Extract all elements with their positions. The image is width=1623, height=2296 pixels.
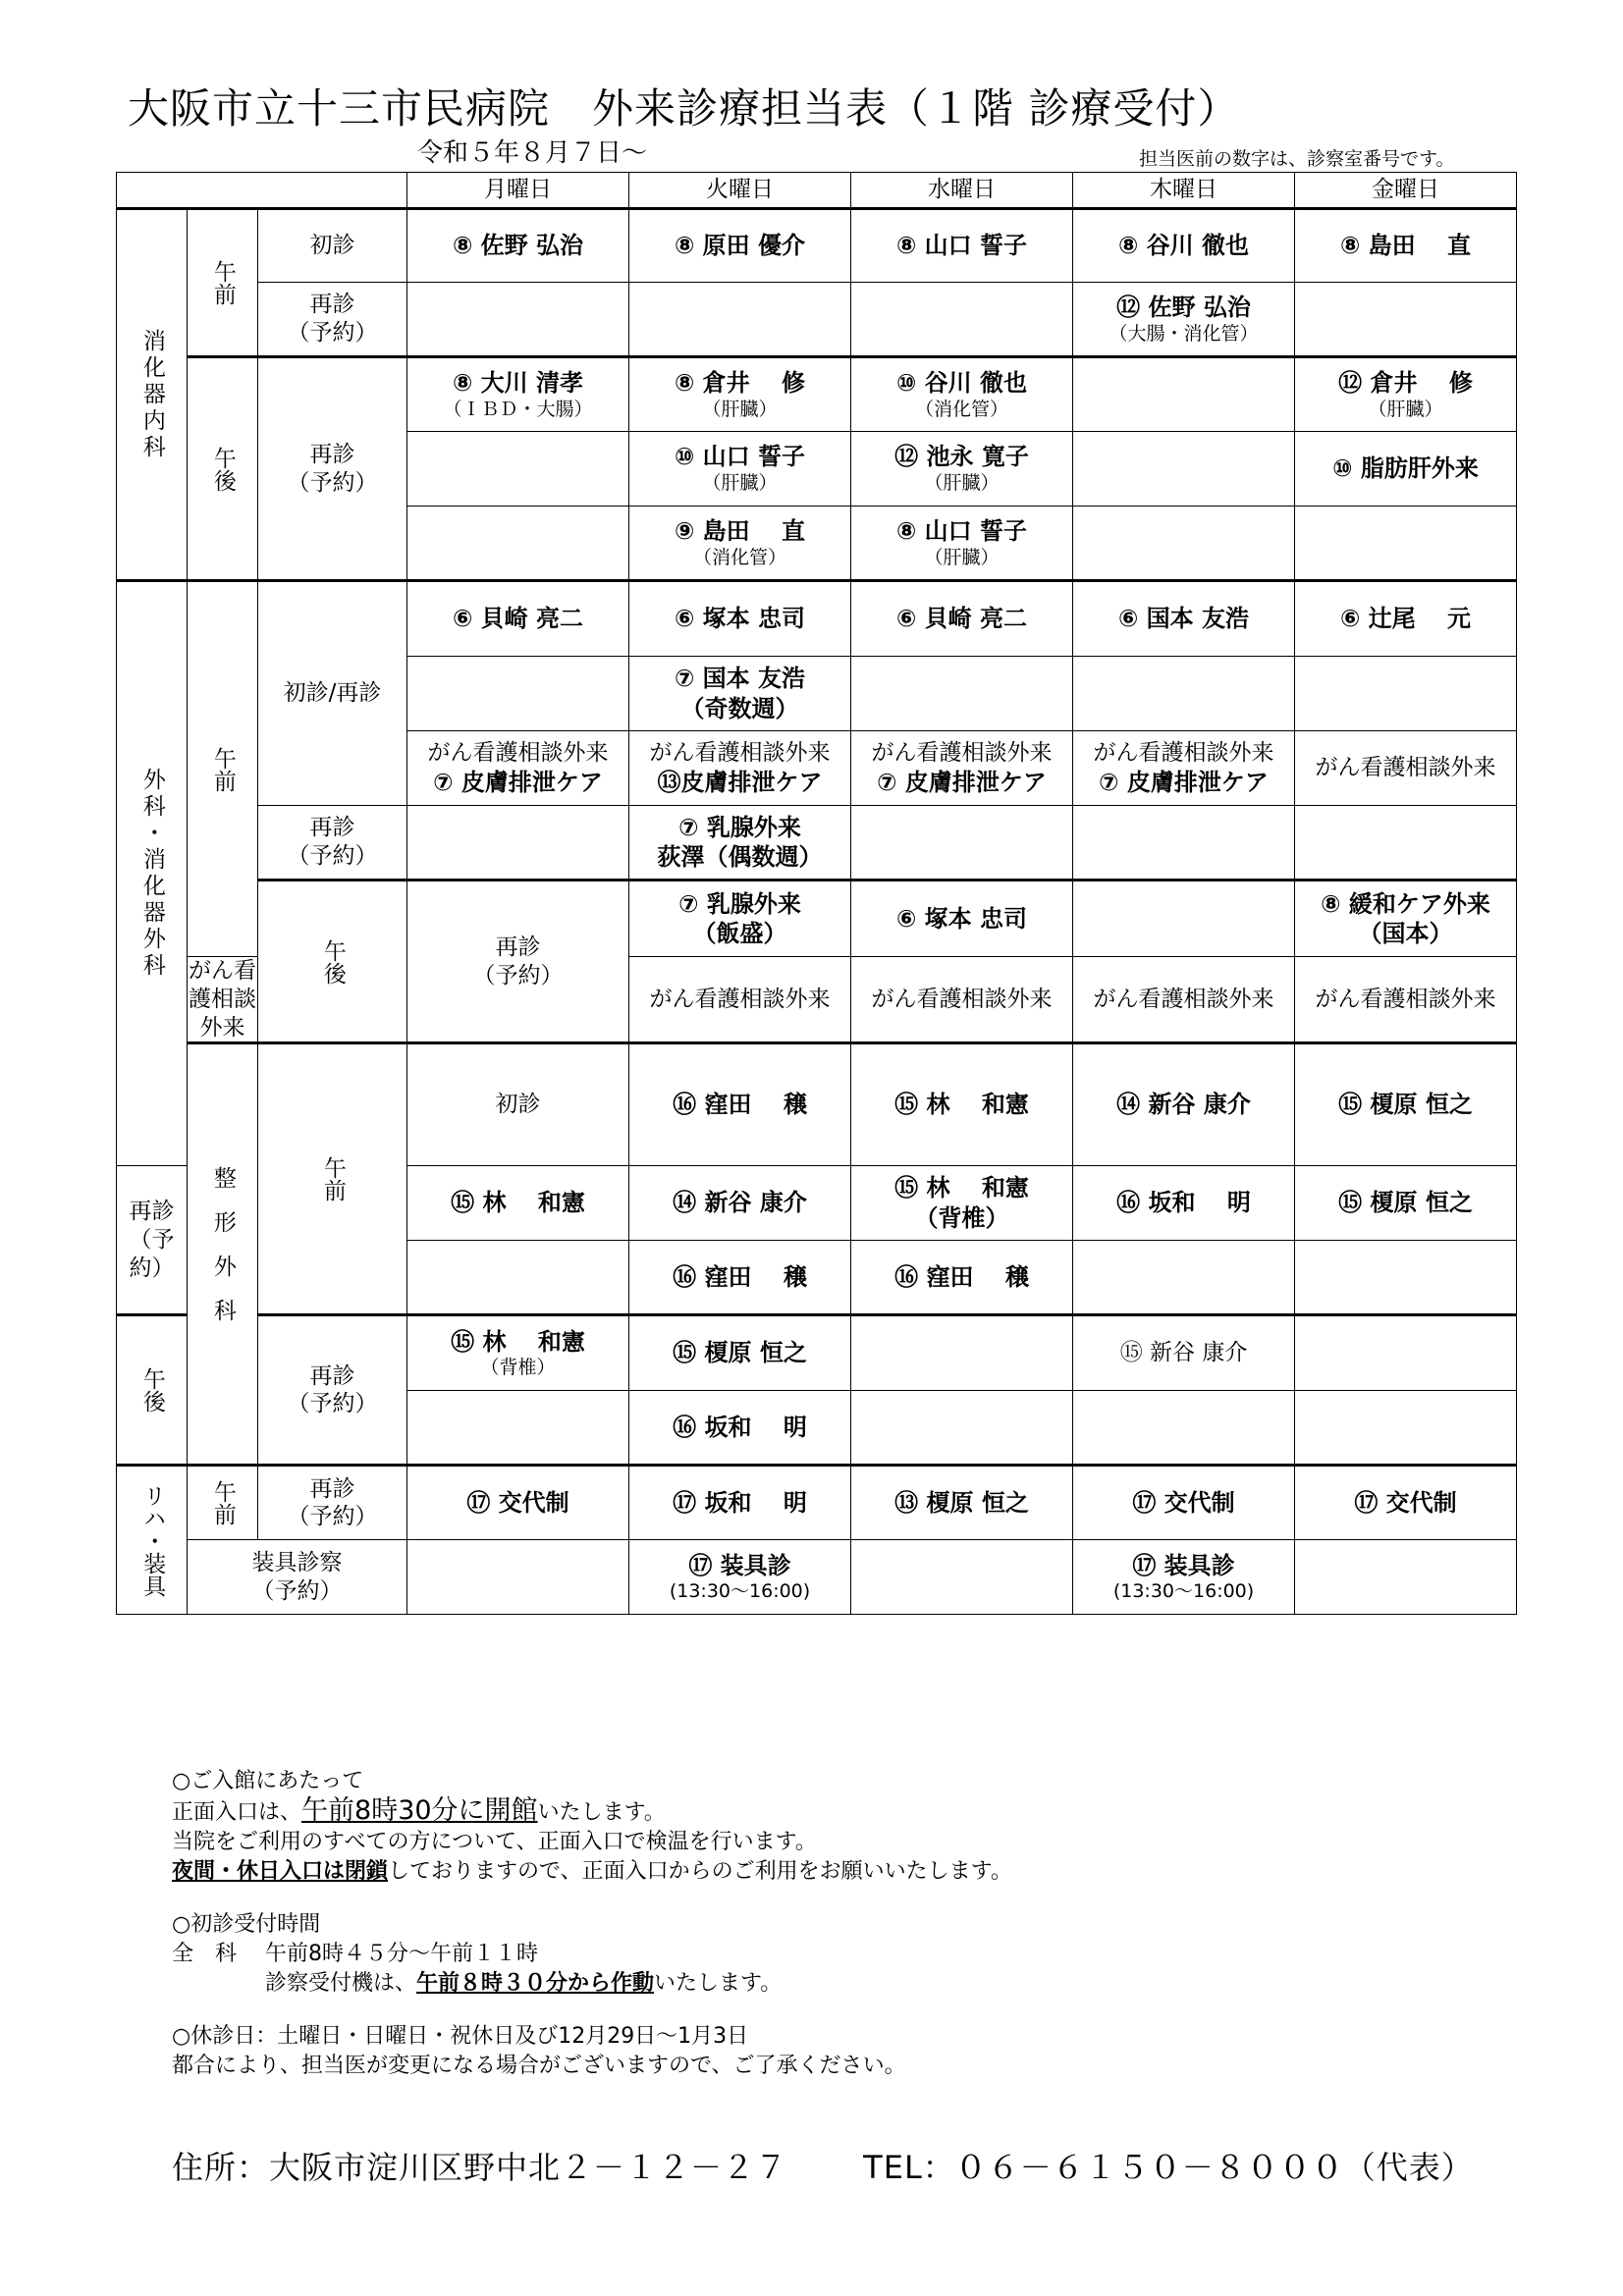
doctor-cell: ⑨ 島田 直 （消化管） bbox=[629, 507, 851, 581]
doctor-cell: ⑧ 島田 直 bbox=[1295, 209, 1517, 283]
note-line: 当院をご利用のすべての方について、正面入口で検温を行います。 bbox=[172, 1830, 817, 1854]
consult-cell: がん看護相談外来 ⑦ 皮膚排泄ケア bbox=[1073, 731, 1295, 806]
doctor-cell: ⑥ 塚本 忠司 bbox=[629, 581, 851, 657]
doctor-cell: ⑯ 坂和 明 bbox=[629, 1391, 851, 1466]
doctor-cell: ⑯ 窪田 穣 bbox=[851, 1241, 1073, 1315]
empty-cell bbox=[1295, 507, 1517, 581]
consult-cell: がん看護相談外来 bbox=[1295, 731, 1517, 806]
empty-cell bbox=[1073, 806, 1295, 881]
cat-saishin: 再診 （予約） bbox=[258, 1466, 407, 1540]
doctor-cell: ⑰ 交代制 bbox=[1295, 1466, 1517, 1540]
note-heading: ○休診日：土曜日・日曜日・祝休日及び12月29日～1月3日 bbox=[172, 2024, 749, 2049]
consult-cell: がん看護相談外来 bbox=[629, 957, 851, 1043]
day-header: 水曜日 bbox=[851, 173, 1073, 209]
consult-cell: がん看護相談外来 ⑬皮膚排泄ケア bbox=[629, 731, 851, 806]
cat-saishin: 再診 （予約） bbox=[407, 881, 629, 1043]
doctor-cell: ⑯ 窪田 穣 bbox=[629, 1241, 851, 1315]
doctor-cell: ⑰ 交代制 bbox=[407, 1466, 629, 1540]
dept-surgery: 外科・消化器外科 bbox=[117, 581, 188, 1166]
doctor-cell: ⑭ 新谷 康介 bbox=[1073, 1043, 1295, 1166]
doctor-cell: ⑧ 大川 清孝 （ＩＢＤ・大腸） bbox=[407, 357, 629, 432]
doctor-cell: ⑥ 辻尾 元 bbox=[1295, 581, 1517, 657]
doctor-cell: ⑯ 窪田 穣 bbox=[629, 1043, 851, 1166]
doctor-cell: ⑫ 佐野 弘治 （大腸・消化管） bbox=[1073, 283, 1295, 357]
cat-saishin: 再診 （予約） bbox=[258, 1315, 407, 1466]
note-line: 診察受付機は、午前８時３０分から作動いたします。 bbox=[265, 1971, 783, 1996]
cat-saishin: 再診 （予約） bbox=[258, 357, 407, 581]
empty-cell bbox=[1295, 1391, 1517, 1466]
empty-cell bbox=[851, 1540, 1073, 1615]
doctor-cell: ⑧ 原田 優介 bbox=[629, 209, 851, 283]
doctor-cell: ⑦ 乳腺外来 （飯盛） bbox=[629, 881, 851, 957]
empty-cell bbox=[851, 283, 1073, 357]
header-row bbox=[117, 173, 1517, 209]
doctor-cell: ⑮ 林 和憲 bbox=[407, 1166, 629, 1241]
cat-saishin: 再診 （予約） bbox=[117, 1166, 188, 1315]
empty-cell bbox=[851, 657, 1073, 731]
dept-ortho: 整形外科 bbox=[188, 1043, 258, 1466]
doctor-cell: ⑥ 貝崎 亮二 bbox=[407, 581, 629, 657]
doctor-cell: ⑮ 榎原 恒之 bbox=[629, 1315, 851, 1391]
doctor-cell: ⑧ 倉井 修 （肝臓） bbox=[629, 357, 851, 432]
empty-cell bbox=[1295, 657, 1517, 731]
empty-cell bbox=[407, 806, 629, 881]
time-am: 午前 bbox=[258, 1043, 407, 1315]
consult-cell: がん看護相談外来 ⑦ 皮膚排泄ケア bbox=[407, 731, 629, 806]
empty-cell bbox=[1073, 432, 1295, 507]
doctor-cell: ⑧ 山口 誓子 bbox=[851, 209, 1073, 283]
doctor-cell: ⑰ 装具診 (13:30～16:00) bbox=[629, 1540, 851, 1615]
consult-cell: がん看護相談外来 bbox=[851, 957, 1073, 1043]
address-line: 住所：大阪市淀川区野中北２－１２－２７ TEL：０６－６１５０－８０００（代表） bbox=[172, 2149, 1474, 2186]
dept-gi: 消化器内科 bbox=[117, 209, 188, 581]
empty-cell bbox=[1295, 1241, 1517, 1315]
empty-cell bbox=[851, 1315, 1073, 1391]
time-am: 午前 bbox=[188, 581, 258, 957]
doctor-cell: ⑧ 谷川 徹也 bbox=[1073, 209, 1295, 283]
doctor-cell: ⑮ 榎原 恒之 bbox=[1295, 1043, 1517, 1166]
note-line: 夜間・休日入口は閉鎖しておりますので、正面入口からのご利用をお願いいたします。 bbox=[172, 1859, 1012, 1884]
doctor-cell: ⑮ 林 和憲 bbox=[851, 1043, 1073, 1166]
doctor-cell: ⑧ 緩和ケア外来 （国本） bbox=[1295, 881, 1517, 957]
doctor-cell: ⑥ 塚本 忠司 bbox=[851, 881, 1073, 957]
time-pm: 午後 bbox=[117, 1315, 188, 1466]
consult-cell: がん看護相談外来 bbox=[1073, 957, 1295, 1043]
time-am: 午前 bbox=[188, 209, 258, 357]
cat-shoshin: 初診 bbox=[258, 209, 407, 283]
empty-cell bbox=[1073, 881, 1295, 957]
cat-saishin: 再診 （予約） bbox=[258, 283, 407, 357]
consult-cell: がん看護相談外来 ⑦ 皮膚排泄ケア bbox=[851, 731, 1073, 806]
empty-cell bbox=[851, 1391, 1073, 1466]
page-title: 大阪市立十三市民病院 外来診療担当表（１階 診療受付） bbox=[128, 84, 1240, 133]
empty-cell bbox=[407, 1540, 629, 1615]
doctor-cell: ⑯ 坂和 明 bbox=[1073, 1166, 1295, 1241]
empty-cell bbox=[407, 283, 629, 357]
doctor-cell: ⑫ 池永 寛子 （肝臓） bbox=[851, 432, 1073, 507]
doctor-cell: ⑮ 林 和憲 （背椎） bbox=[407, 1315, 629, 1391]
note-line: 都合により、担当医が変更になる場合がございますので、ご了承ください。 bbox=[172, 2054, 906, 2078]
empty-cell bbox=[1073, 357, 1295, 432]
day-header: 木曜日 bbox=[1073, 173, 1295, 209]
note-heading: ○ご入館にあたって bbox=[172, 1769, 364, 1793]
doctor-cell: ⑬ 榎原 恒之 bbox=[851, 1466, 1073, 1540]
doctor-cell: ⑦ 国本 友浩 （奇数週） bbox=[629, 657, 851, 731]
empty-cell bbox=[1295, 806, 1517, 881]
doctor-cell: ⑭ 新谷 康介 bbox=[629, 1166, 851, 1241]
footer-notes bbox=[172, 1767, 1012, 2081]
empty-cell bbox=[629, 283, 851, 357]
consult-cell: がん看護相談外来 bbox=[1295, 957, 1517, 1043]
empty-cell bbox=[1073, 657, 1295, 731]
empty-cell bbox=[851, 806, 1073, 881]
day-header: 月曜日 bbox=[407, 173, 629, 209]
doctor-cell: ⑩ 脂肪肝外来 bbox=[1295, 432, 1517, 507]
doctor-cell: ⑩ 山口 誓子 （肝臓） bbox=[629, 432, 851, 507]
empty-cell bbox=[407, 1241, 629, 1315]
cat-shoshin-saishin: 初診/再診 bbox=[258, 581, 407, 806]
empty-cell bbox=[407, 657, 629, 731]
time-pm: 午後 bbox=[188, 357, 258, 581]
cat-shoshin: 初診 bbox=[407, 1043, 629, 1166]
empty-cell bbox=[407, 432, 629, 507]
empty-cell bbox=[407, 1391, 629, 1466]
empty-cell bbox=[1073, 1391, 1295, 1466]
empty-cell bbox=[1073, 507, 1295, 581]
doctor-cell: ⑥ 国本 友浩 bbox=[1073, 581, 1295, 657]
empty-cell bbox=[1295, 1540, 1517, 1615]
doctor-cell: ⑧ 山口 誓子 （肝臓） bbox=[851, 507, 1073, 581]
doctor-cell: ⑦ 乳腺外来 荻澤（偶数週） bbox=[629, 806, 851, 881]
note-line: 全 科 午前8時４５分～午前１１時 bbox=[172, 1942, 538, 1966]
time-pm: 午後 bbox=[258, 881, 407, 1043]
doctor-cell: ⑰ 装具診 (13:30～16:00) bbox=[1073, 1540, 1295, 1615]
cat-saishin: 再診 （予約） bbox=[258, 806, 407, 881]
doctor-cell: ⑮ 榎原 恒之 bbox=[1295, 1166, 1517, 1241]
day-header: 金曜日 bbox=[1295, 173, 1517, 209]
cat-sougu: 装具診察 （予約） bbox=[188, 1540, 407, 1615]
day-header: 火曜日 bbox=[629, 173, 851, 209]
empty-cell bbox=[407, 507, 629, 581]
doctor-cell: ⑰ 坂和 明 bbox=[629, 1466, 851, 1540]
room-number-note: 担当医前の数字は、診察室番号です。 bbox=[1139, 148, 1455, 170]
empty-cell bbox=[1295, 283, 1517, 357]
dept-reha: リハ・装具 bbox=[117, 1466, 188, 1615]
note-heading: ○初診受付時間 bbox=[172, 1912, 321, 1937]
note-line: 正面入口は、午前8時30分に開館いたします。 bbox=[172, 1795, 666, 1826]
time-am: 午前 bbox=[188, 1466, 258, 1540]
doctor-cell: ⑮ 新谷 康介 bbox=[1073, 1315, 1295, 1391]
corner-cell bbox=[117, 173, 407, 209]
doctor-cell: ⑥ 貝崎 亮二 bbox=[851, 581, 1073, 657]
doctor-cell: ⑩ 谷川 徹也 （消化管） bbox=[851, 357, 1073, 432]
effective-date: 令和５年８月７日～ bbox=[417, 138, 648, 168]
empty-cell bbox=[1295, 1315, 1517, 1391]
doctor-cell: ⑮ 林 和憲 （背椎） bbox=[851, 1166, 1073, 1241]
doctor-cell: ⑰ 交代制 bbox=[1073, 1466, 1295, 1540]
empty-cell bbox=[1073, 1241, 1295, 1315]
doctor-cell: ⑧ 佐野 弘治 bbox=[407, 209, 629, 283]
consult-cell: がん看護相談外来 bbox=[188, 957, 258, 1043]
doctor-cell: ⑫ 倉井 修 （肝臓） bbox=[1295, 357, 1517, 432]
schedule-table bbox=[116, 172, 1517, 1615]
